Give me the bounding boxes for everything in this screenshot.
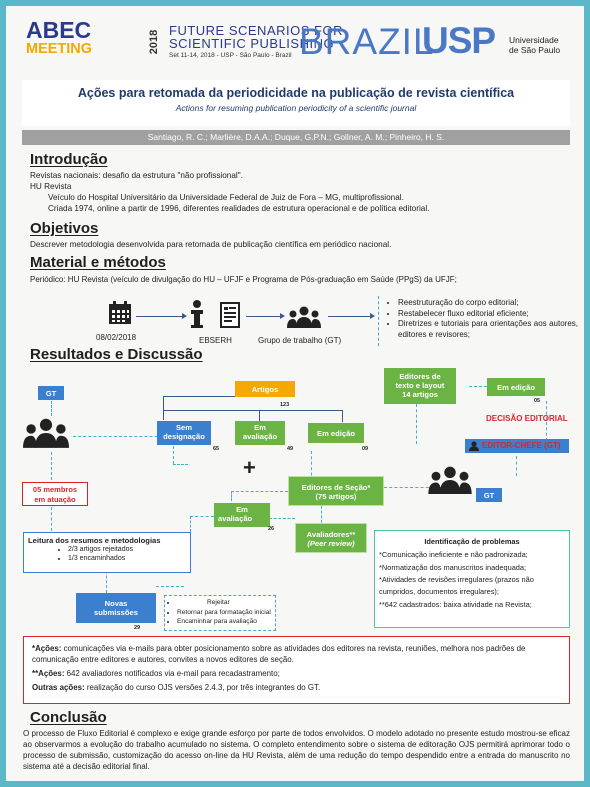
membros-badge xyxy=(22,482,88,506)
gt-left-badge: GT xyxy=(38,386,64,400)
flow-line xyxy=(51,401,52,416)
tree-line xyxy=(342,410,343,422)
material-bullet: • Reestruturação do corpo editorial; xyxy=(398,298,578,309)
flow-line xyxy=(269,518,295,519)
em-av-low-count: 26 xyxy=(268,526,275,532)
acoes-label: *Ações: xyxy=(32,644,62,653)
ed-texto-line2: texto e layout xyxy=(395,381,445,390)
novas-line2: submissões xyxy=(94,608,138,617)
outras-text: realização do curso OJS versões 2.4.3, por três integrantes do GT. xyxy=(84,683,321,692)
ed-secao-line1: Editores de Seção* xyxy=(301,483,371,492)
future-line2: SCIENTIFIC PUBLISHING xyxy=(169,36,335,51)
em-avaliacao-low-box xyxy=(214,503,270,527)
group-icon xyxy=(287,306,321,328)
flow-line xyxy=(416,404,417,444)
problema-item: *Atividades de revisões irregulares (prazos não cumpridos, documentos irregulares); xyxy=(379,575,534,596)
flow-line xyxy=(190,516,214,517)
rejeitar-box xyxy=(164,595,276,631)
ed-texto-line3: 14 artigos xyxy=(402,390,438,399)
usp-name-line1: Universidade xyxy=(509,35,559,45)
poster-title: Ações para retomada da periodicidade na publicação de revista científica xyxy=(77,86,515,100)
intro-line3: Veículo do Hospital Universitário da Universidade Federal de Juiz de Fora – MG, multiprofissional. xyxy=(48,193,404,202)
acoes-para xyxy=(32,643,561,665)
editor-chefe-label: EDITOR-CHEFE (GT) xyxy=(482,441,561,450)
flow-line xyxy=(469,386,487,387)
em-edicao-right-count: 05 xyxy=(534,398,541,404)
rejeitar-item: • Rejeitar xyxy=(177,598,273,608)
arrow-head xyxy=(280,313,285,319)
group-icon xyxy=(23,418,69,448)
document-icon xyxy=(220,302,240,328)
year-text: 2018 xyxy=(148,29,161,55)
membros-line2: em atuação xyxy=(34,495,76,504)
problema-item: **642 cadastrados: baixa atividade na Revista; xyxy=(379,600,532,609)
outras-para xyxy=(32,682,561,693)
acoes-box xyxy=(23,636,570,704)
novas-count: 29 xyxy=(134,625,141,631)
sem-count: 65 xyxy=(213,446,220,452)
leitura-title: Leitura dos resumos e metodologias xyxy=(28,536,161,545)
flow-line xyxy=(173,464,188,465)
connector xyxy=(246,316,282,317)
authors: Santiago, R. C.; Marlière, D.A.A.; Duque, G.P.N.; Gollner, A. M.; Pinheiro, H. S. xyxy=(147,132,445,142)
date-label: 08/02/2018 xyxy=(96,333,137,342)
problemas-box xyxy=(374,530,570,628)
acoes2-text: 642 avaliadores notificados via e-mail para recadastramento; xyxy=(64,669,280,678)
calendar-icon xyxy=(108,301,132,325)
editores-texto-box xyxy=(384,368,456,404)
em-av-top-count: 49 xyxy=(287,446,294,452)
leitura-box xyxy=(23,532,191,573)
ed-secao-line2: (75 artigos) xyxy=(315,492,357,501)
novas-line1: Novas xyxy=(104,599,128,608)
rejeitar-list xyxy=(167,598,273,627)
usp-name xyxy=(509,35,560,55)
problema-item: *Comunicação ineficiente e não padronizada; xyxy=(379,550,528,559)
em-edicao-mid-box: Em edição xyxy=(308,423,364,443)
leitura-list xyxy=(28,545,186,563)
tree-line xyxy=(163,396,164,420)
arrow-head xyxy=(370,313,375,319)
resultados-heading: Resultados e Discussão xyxy=(30,346,203,363)
acoes2-label: **Ações: xyxy=(32,669,65,678)
usp-name-line2: de São Paulo xyxy=(509,45,561,55)
conclusao-text: O processo de Fluxo Editorial é complexo e exige grande esforço por parte de todos envolvidos. O modelo adotado no presente estudo mostrou-se eficaz ao observarmos a evolução do trabalho acumulado no sistema. O completo entendimento sobre o sistema de editoração OJS permitirá aprimorar todo o processo de submissão, customização do acesso on-line da HU Revista, além de uma redução do tempo despendido entre a entrada do manuscrito no sistema até a decisão editorial final. xyxy=(23,729,570,771)
header xyxy=(6,6,584,76)
em-av-low-line1: Em xyxy=(236,505,248,514)
material-heading: Material e métodos xyxy=(30,254,166,271)
flow-line xyxy=(156,586,184,587)
gt-right-badge: GT xyxy=(476,488,502,502)
ed-texto-line1: Editores de xyxy=(399,372,441,381)
sem-line1: Sem xyxy=(175,423,193,432)
outras-label: Outras ações: xyxy=(32,683,85,692)
acoes2-para xyxy=(32,668,561,679)
artigos-box: Artigos xyxy=(235,381,295,397)
abec-text: ABEC xyxy=(26,17,92,43)
intro-line4: Criada 1974, online a partir de 1996, diferentes realidades de estrutura operacional e de política editorial. xyxy=(48,204,430,213)
novas-submissoes-box xyxy=(76,593,156,623)
problemas-title: Identificação de problemas xyxy=(424,537,520,546)
acoes-text: comunicações via e-mails para obter posicionamento sobre as atividades dos editores na revista, reuniões, melhora nos padrões de comunicação entre editores e autores, convites a novos editores de seção. xyxy=(32,644,526,664)
material-text: Periódico: HU Revista (veículo de divulgação do HU – UFJF e Programa de Pós-graduação em Saúde (PPgS) da UFJF; xyxy=(30,275,457,284)
material-bullet: • Diretrizes e tutoriais para orientações aos autores, editores e revisores; xyxy=(398,319,578,340)
poster-subtitle: Actions for resuming publication periodicity of a scientific journal xyxy=(175,103,417,113)
ebserh-label: EBSERH xyxy=(199,336,232,345)
material-bullets xyxy=(384,298,578,340)
flow-line xyxy=(190,516,191,532)
plus-sign: + xyxy=(243,455,256,480)
artigos-count: 123 xyxy=(280,402,290,408)
material-bullet: • Restabelecer fluxo editorial eficiente; xyxy=(398,309,578,320)
decisao-editorial: DECISÃO EDITORIAL xyxy=(486,414,568,423)
group-icon xyxy=(428,466,472,494)
em-edicao-right-box: Em edição xyxy=(487,378,545,396)
avaliadores-line2: (Peer review) xyxy=(307,539,355,548)
future-line1: FUTURE SCENARIOS FOR xyxy=(169,23,343,38)
tree-line xyxy=(163,410,343,411)
avaliadores-line1: Avaliadores** xyxy=(306,530,356,539)
rejeitar-item: • Retornar para formatação inicial xyxy=(177,608,273,618)
sem-designacao-box xyxy=(157,421,211,445)
intro-line2: HU Revista xyxy=(30,182,72,191)
flow-line xyxy=(231,491,232,501)
rejeitar-item: • Encaminhar para avaliação xyxy=(177,617,273,627)
meeting-text: MEETING xyxy=(26,41,93,57)
leitura-item: • 2/3 artigos rejeitados xyxy=(68,545,186,554)
connector xyxy=(136,316,184,317)
em-edicao-mid-count: 09 xyxy=(362,446,369,452)
grupo-label: Grupo de trabalho (GT) xyxy=(258,336,342,345)
editores-secao-box xyxy=(288,476,384,506)
usp-logo: USP xyxy=(422,20,496,61)
flow-line xyxy=(51,452,52,480)
person-icon xyxy=(469,441,479,451)
leitura-item: • 1/3 encaminhados xyxy=(68,554,186,563)
problema-item: *Normatização dos manuscritos inadequada; xyxy=(379,563,527,572)
em-av-top-line1: Em xyxy=(254,423,266,432)
avaliadores-box xyxy=(295,523,367,553)
speaker-icon xyxy=(189,300,205,328)
intro-heading: Introdução xyxy=(30,151,108,168)
em-av-top-line2: avaliação xyxy=(242,432,278,441)
brazil-text: BRAZIL xyxy=(299,21,435,62)
membros-line1: 05 membros xyxy=(32,485,78,494)
flow-line xyxy=(516,456,517,476)
objetivos-heading: Objetivos xyxy=(30,220,99,237)
event-info: Set 11-14, 2018 - USP - São Paulo - Brazil xyxy=(169,52,292,59)
abec-logo xyxy=(26,19,92,57)
poster-body xyxy=(6,6,584,781)
flow-line xyxy=(384,487,434,488)
em-avaliacao-top-box xyxy=(235,421,285,445)
connector xyxy=(328,316,372,317)
sem-line2: designação xyxy=(163,432,205,441)
tree-line xyxy=(163,396,235,397)
flow-line xyxy=(51,507,52,531)
conclusao-heading: Conclusão xyxy=(30,709,107,726)
em-av-low-line2: avaliação xyxy=(218,514,253,523)
objetivos-text: Descrever metodologia desenvolvida para retomada de publicação científica em periódico nacional. xyxy=(30,240,392,249)
arrow-head xyxy=(182,313,187,319)
intro-line1: Revistas nacionais: desafio da estrutura "não profissional". xyxy=(30,171,243,180)
flow-line xyxy=(231,491,288,492)
